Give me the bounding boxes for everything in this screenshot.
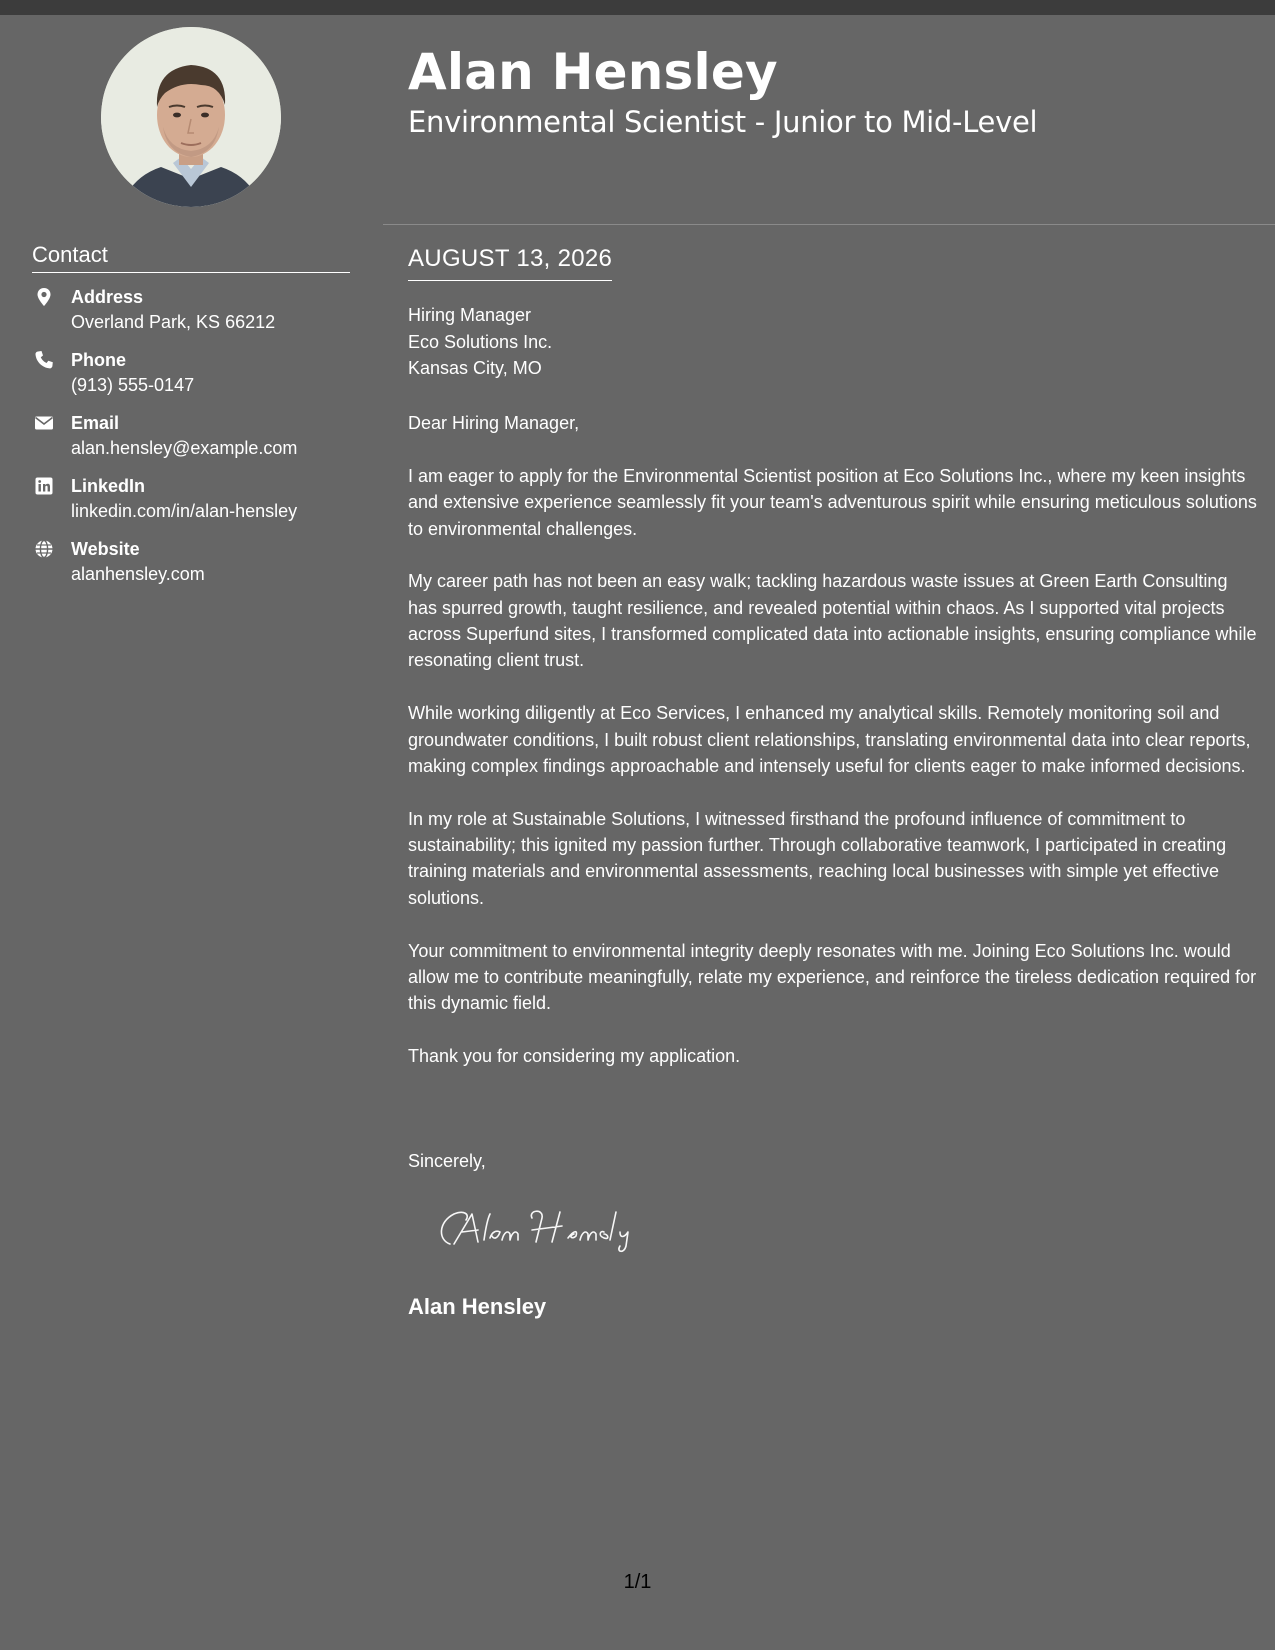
contact-label: Website [71,539,140,559]
salutation: Dear Hiring Manager, [408,413,580,433]
recipient-line: Kansas City, MO [408,358,542,378]
phone-icon [34,350,54,370]
letter-paragraph: While working diligently at Eco Services, I enhanced my analytical skills. Remotely monitoring soil and groundwater conditions, I built robust client relationships, translating environmental data into clear reports, making complex findings approachable and intensely useful for clients eager to make informed decisions. [408,703,1251,776]
map-pin-icon [34,287,54,307]
signed-name: Alan Hensley [408,1294,547,1319]
contact-label: Phone [71,350,127,370]
contact-item-email [32,411,362,474]
candidate-name: Alan Hensley [408,43,778,101]
recipient-block [408,302,552,382]
contact-item-linkedin [32,474,362,537]
linkedin-icon [34,476,54,496]
contact-item-phone [32,348,362,411]
contact-item-address [32,285,362,348]
letter-date: AUGUST 13, 2026 [408,243,612,281]
profile-photo [101,27,281,207]
recipient-line: Eco Solutions Inc. [408,331,553,352]
letter-paragraph: In my role at Sustainable Solutions, I witnessed firsthand the profound influence of commitment to sustainability; this ignited my passion further. Through collaborative teamwork, I participated in creating training materials and environmental assessments, reaching local businesses with simple yet effective solutions. [408,808,1227,908]
envelope-icon [34,413,54,433]
globe-icon [34,539,54,559]
letter-paragraph: I am eager to apply for the Environmental Scientist position at Eco Solutions Inc., where my keen insights and extensive experience seamlessly fit your team's adventurous spirit while ensuring meticulous solutions to environmental challenges. [408,465,1257,539]
contact-list [32,285,362,600]
contact-heading: Contact [32,240,350,273]
contact-label: Email [71,413,120,433]
handwritten-signature [428,1200,668,1260]
contact-label: LinkedIn [71,476,146,496]
contact-value: alanhensley.com [71,564,205,584]
letter-paragraph: My career path has not been an easy walk; tackling hazardous waste issues at Green Earth Consulting has spurred growth, taught resilience, and revealed potential within chaos. As I supported vital projects across Superfund sites, I transformed complicated data into actionable insights, ensuring compliance while resonating client trust. [408,571,1257,671]
letter-paragraph: Thank you for considering my application. [408,1046,741,1067]
contact-value: Overland Park, KS 66212 [71,312,276,332]
contact-item-website [32,537,362,600]
letter-paragraph: Your commitment to environmental integrity deeply resonates with me. Joining Eco Solutions Inc. would allow me to contribute meaningfully, relate my experience, and reinforce the tireless dedication required for this dynamic field. [408,940,1257,1014]
contact-value: (913) 555-0147 [71,375,195,395]
closing: Sincerely, [408,1151,486,1171]
recipient-line: Hiring Manager [408,305,532,325]
letter-body [408,410,1258,1096]
portrait-illustration [101,27,281,207]
contact-label: Address [71,287,144,307]
contact-value: linkedin.com/in/alan-hensley [71,501,298,521]
header-divider [383,224,1275,225]
contact-value: alan.hensley@example.com [71,438,298,458]
page-number: 1/1 [623,1571,652,1593]
job-title: Environmental Scientist - Junior to Mid-Level [408,105,1038,139]
top-bar [0,0,1275,15]
